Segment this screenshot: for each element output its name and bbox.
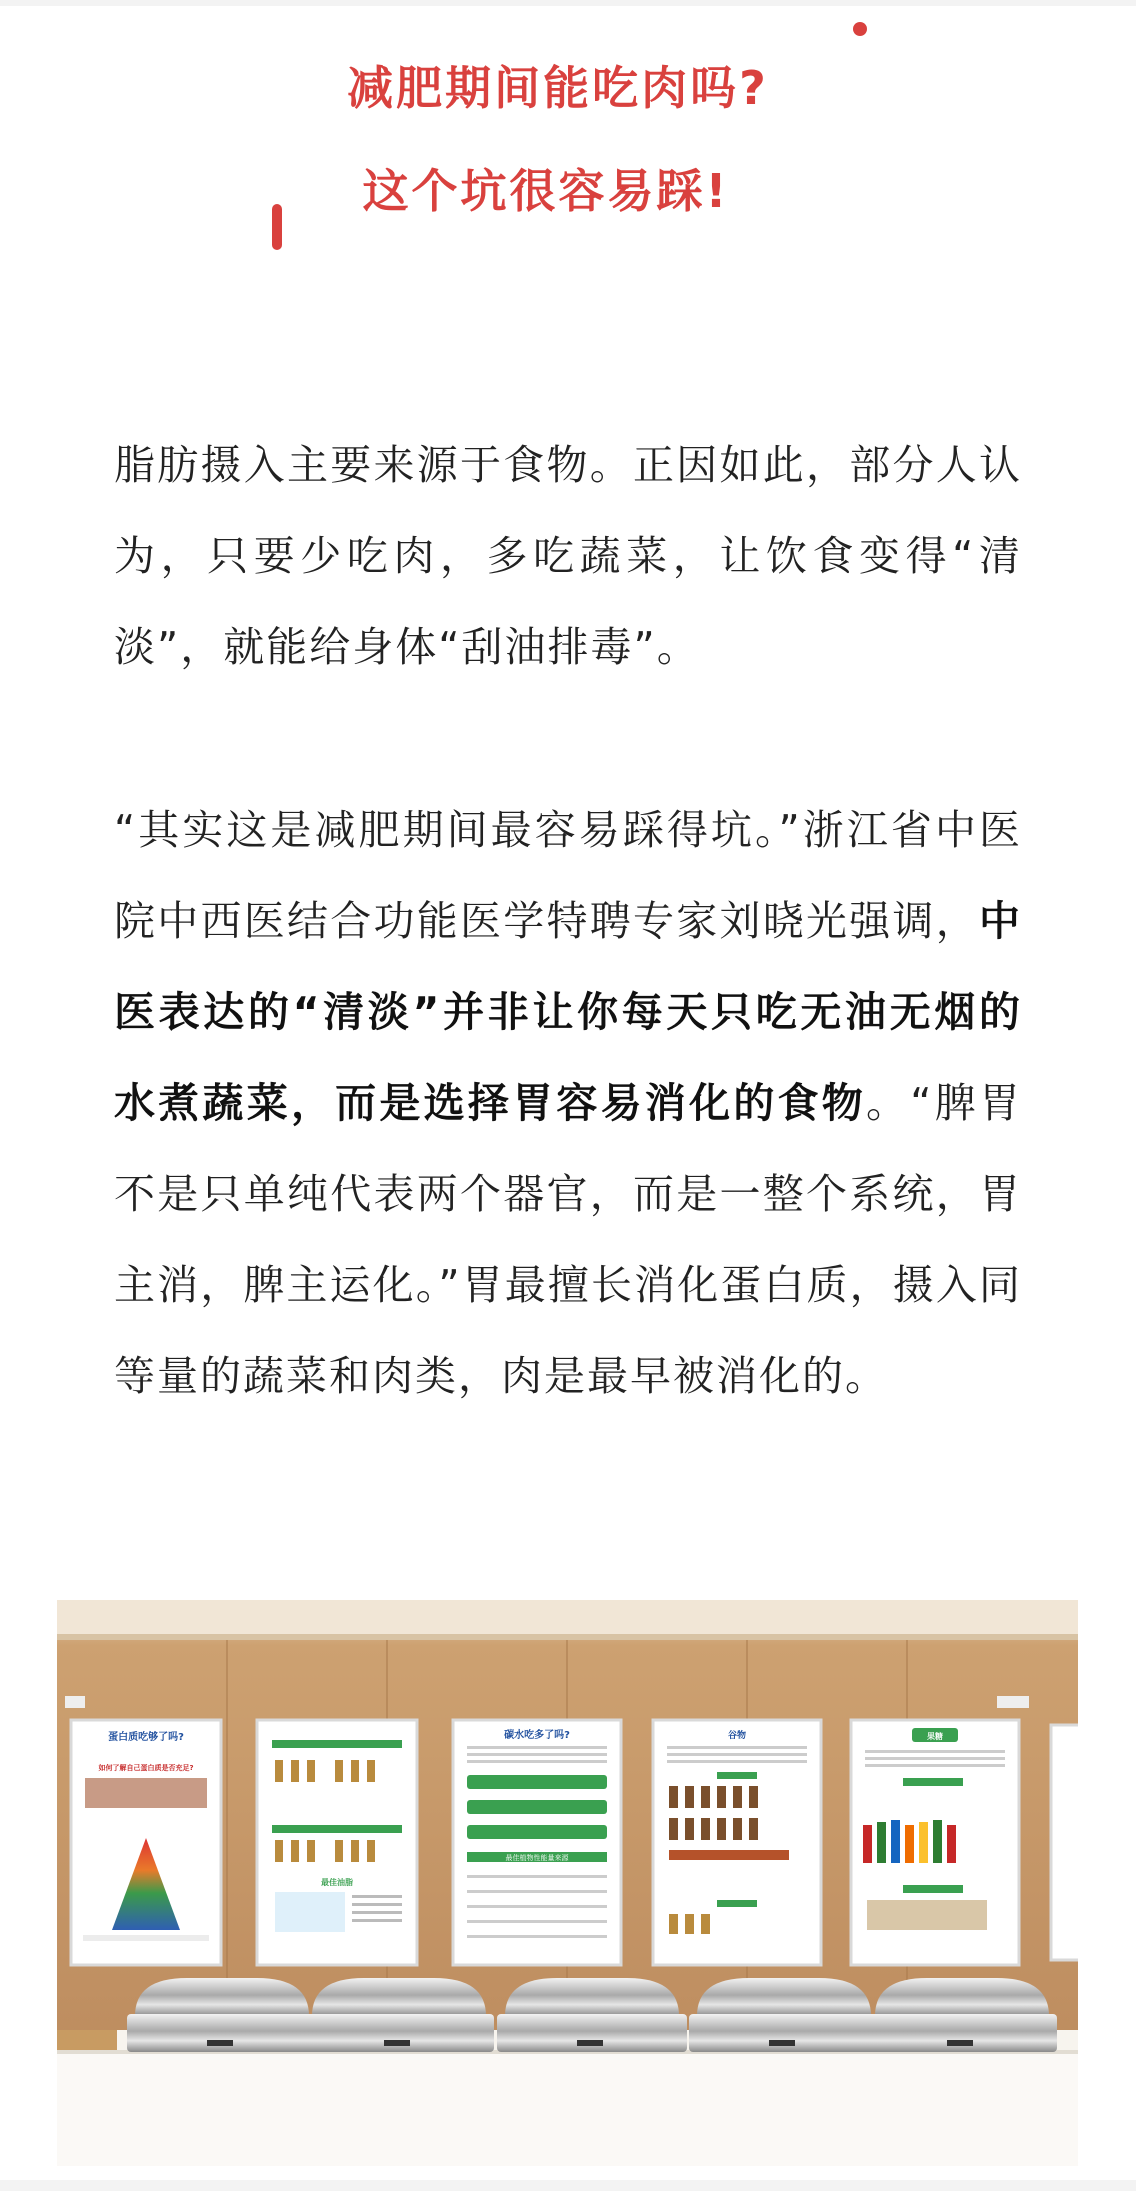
poster-2-title: 最佳油脂	[321, 1878, 353, 1887]
chafing-dish-row	[127, 1978, 1057, 2052]
article-paragraph-1: 脂肪摄入主要来源于食物。正因如此，部分人认为，只要少吃肉，多吃蔬菜，让饮食变得“清淡”，就能给身体“刮油排毒”。	[114, 441, 1022, 671]
headline-line-1: 减肥期间能吃肉吗?	[347, 61, 769, 115]
paragraph-2-emphasis: 中医表达的“清淡”并非让你每天只吃无油无烟的水煮蔬菜，而是选择胃容易消化的食物	[114, 897, 1022, 1127]
poster-partial	[1051, 1725, 1078, 1960]
decorative-bar	[272, 204, 282, 250]
poster-carbs	[453, 1720, 621, 1965]
poster-4-title: 谷物	[727, 1731, 747, 1741]
paragraph-2-lead: “其实这是减肥期间最容易踩得坑。”浙江省中医院中西医结合功能医学特聘专家刘晓光强调，	[114, 806, 1022, 945]
canteen-scene-image	[57, 1600, 1078, 2166]
poster-3-title: 碳水吃多了吗?	[504, 1730, 570, 1741]
poster-1-title: 蛋白质吃够了吗?	[108, 1732, 184, 1743]
poster-3-band: 最佳植物性能量来源	[505, 1854, 569, 1862]
poster-fats	[257, 1720, 417, 1965]
headline-line-2: 这个坑很容易踩!	[362, 164, 730, 218]
paragraph-2-tail: 。“脾胃不是只单纯代表两个器官，而是一整个系统，胃主消，脾主运化。”胃最擅长消化蛋白质，摄入同等量的蔬菜和肉类，肉是最早被消化的。	[114, 1079, 1022, 1400]
article-paragraph-2	[114, 785, 1022, 1422]
poster-grains	[653, 1720, 821, 1965]
decorative-dot	[853, 22, 867, 36]
article-photo	[57, 1600, 1078, 2166]
top-divider	[0, 0, 1136, 6]
poster-5-title: 果糖	[927, 1732, 943, 1741]
poster-1-subtitle: 如何了解自己蛋白质是否充足?	[98, 1764, 194, 1772]
poster-sugar	[851, 1720, 1019, 1965]
bottom-divider	[0, 2180, 1136, 2191]
poster-protein	[71, 1720, 221, 1965]
